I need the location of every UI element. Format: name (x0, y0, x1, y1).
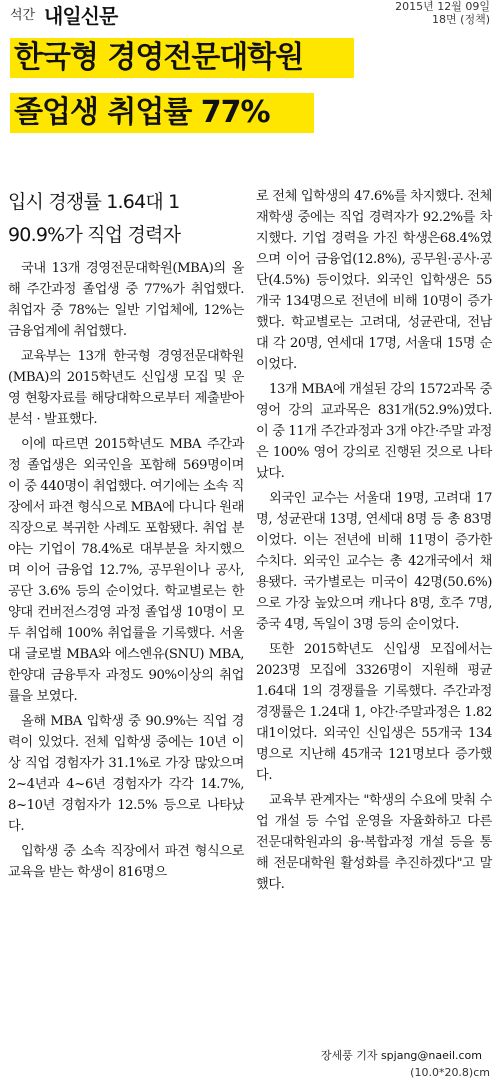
masthead (0, 0, 500, 26)
subheadline-line-2: 90.9%가 직업 경력자 (8, 224, 181, 246)
paragraph: 13개 MBA에 개설된 강의 1572과목 중 영어 강의 교과목은 831개(52.9%)였다. 이 중 11개 주간과정과 3개 야간·주말 과정은 100% 영어 강의로 진행된 것으로 나타났다. (256, 382, 492, 481)
paragraph: 입학생 중 소속 직장에서 파견 형식으로 교육을 받는 학생이 816명으 (8, 844, 244, 880)
article-column-right (256, 186, 492, 899)
article-column-left (8, 186, 244, 887)
article-size-note: (10.0*20.8)cm (410, 1066, 490, 1079)
paragraph: 교육부는 13개 한국형 경영전문대학원(MBA)의 2015학년도 신입생 모집 및 운영 현황자료를 해당대학으로부터 제출받아 분석 · 발표했다. (8, 349, 244, 427)
page-section: 18면 (정책) (432, 13, 490, 26)
paragraph: 외국인 교수는 서울대 19명, 고려대 17명, 성균관대 13명, 연세대 8명 등 총 83명이었다. 이는 전년에 비해 11명이 증가한 수치다. 외국인 교수는 총 42개국에서 채용됐다. 국가별로는 미국이 42명(50.6%)으로 가장 높았으며 캐나다 8명, 호주 7명, 중국 4명, 독일이 3명 등의 순이었다. (256, 491, 492, 632)
newspaper-logo: 내일신문 (44, 4, 118, 28)
subheadline (8, 186, 244, 252)
publication-date: 2015년 12월 09일 (395, 0, 490, 13)
byline: 장세풍 기자 spjang@naeil.com (320, 1049, 482, 1062)
headline-line-1: 한국형 경영전문대학원 (10, 38, 354, 78)
subheadline-line-1: 입시 경쟁률 1.64대 1 (8, 191, 180, 213)
paragraph: 올해 MBA 입학생 중 90.9%는 직업 경력이 있었다. 전체 입학생 중에는 10년 이상 직업 경험자가 31.1%로 가장 많았으며 2~4년과 4~6년 경험자가 각각 14.7%, 8~10년 경험자가 12.5% 등으로 나타났다. (8, 714, 244, 834)
paragraph: 또한 2015학년도 신입생 모집에서는 2023명 모집에 3326명이 지원해 평균 1.64대 1의 경쟁률을 기록했다. 주간과정 경쟁률은 1.24대 1, 야간·주말과정은 1.82대1이었다. 외국인 신입생은 55개국 134명으로 지난해 45개국 121명보다 증가했다. (256, 642, 492, 783)
paragraph: 국내 13개 경영전문대학원(MBA)의 올해 주간과정 졸업생 중 77%가 취업했다. 취업자 중 78%는 일반 기업체에, 12%는 금융업계에 취업했다. (8, 261, 244, 339)
headline-line-2: 졸업생 취업률 77% (10, 93, 314, 133)
paragraph: 교육부 관계자는 "학생의 수요에 맞춰 수업 개설 등 수업 운영을 자율화하고 다른 전문대학원과의 융·복합과정 개설 등을 통해 전문대학원 활성화를 추진하겠다"고 말했다. (256, 793, 492, 892)
paragraph: 이에 따르면 2015학년도 MBA 주간과정 졸업생은 외국인을 포함해 569명이며 이 중 440명이 취업했다. 여기에는 소속 직장에서 파견 형식으로 MBA에 다니다 원래 직장으로 복귀한 사례도 포함됐다. 취업 분야는 기업이 78.4%로 대부분을 차지했으며 이어 금융업 12.7%, 공무원이나 공사, 공단 3.6% 등의 순이었다. 학교별로는 한양대 컨버전스경영 과정 졸업생 10명이 모두 취업해 100% 취업률을 기록했다. 서울대 글로벌 MBA와 에스엔유(SNU) MBA, 한양대 금융투자 과정도 90%이상의 취업률을 보였다. (8, 437, 244, 704)
paragraph: 로 전체 입학생의 47.6%를 차지했다. 전체 재학생 중에는 직업 경력자가 92.2%를 차지했다. 기업 경력을 가진 학생은68.4%였으며 이어 금융업(12.8%), 공무원·공사·공단(4.5%) 등이었다. 외국인 입학생은 55개국 134명으로 전년에 비해 10명이 증가했다. 학교별로는 고려대, 성균관대, 전남대 각 20명, 연세대 17명, 서울대 15명 순이었다. (256, 189, 492, 372)
edition-label: 석간 (10, 8, 36, 23)
edition-info (395, 0, 490, 26)
